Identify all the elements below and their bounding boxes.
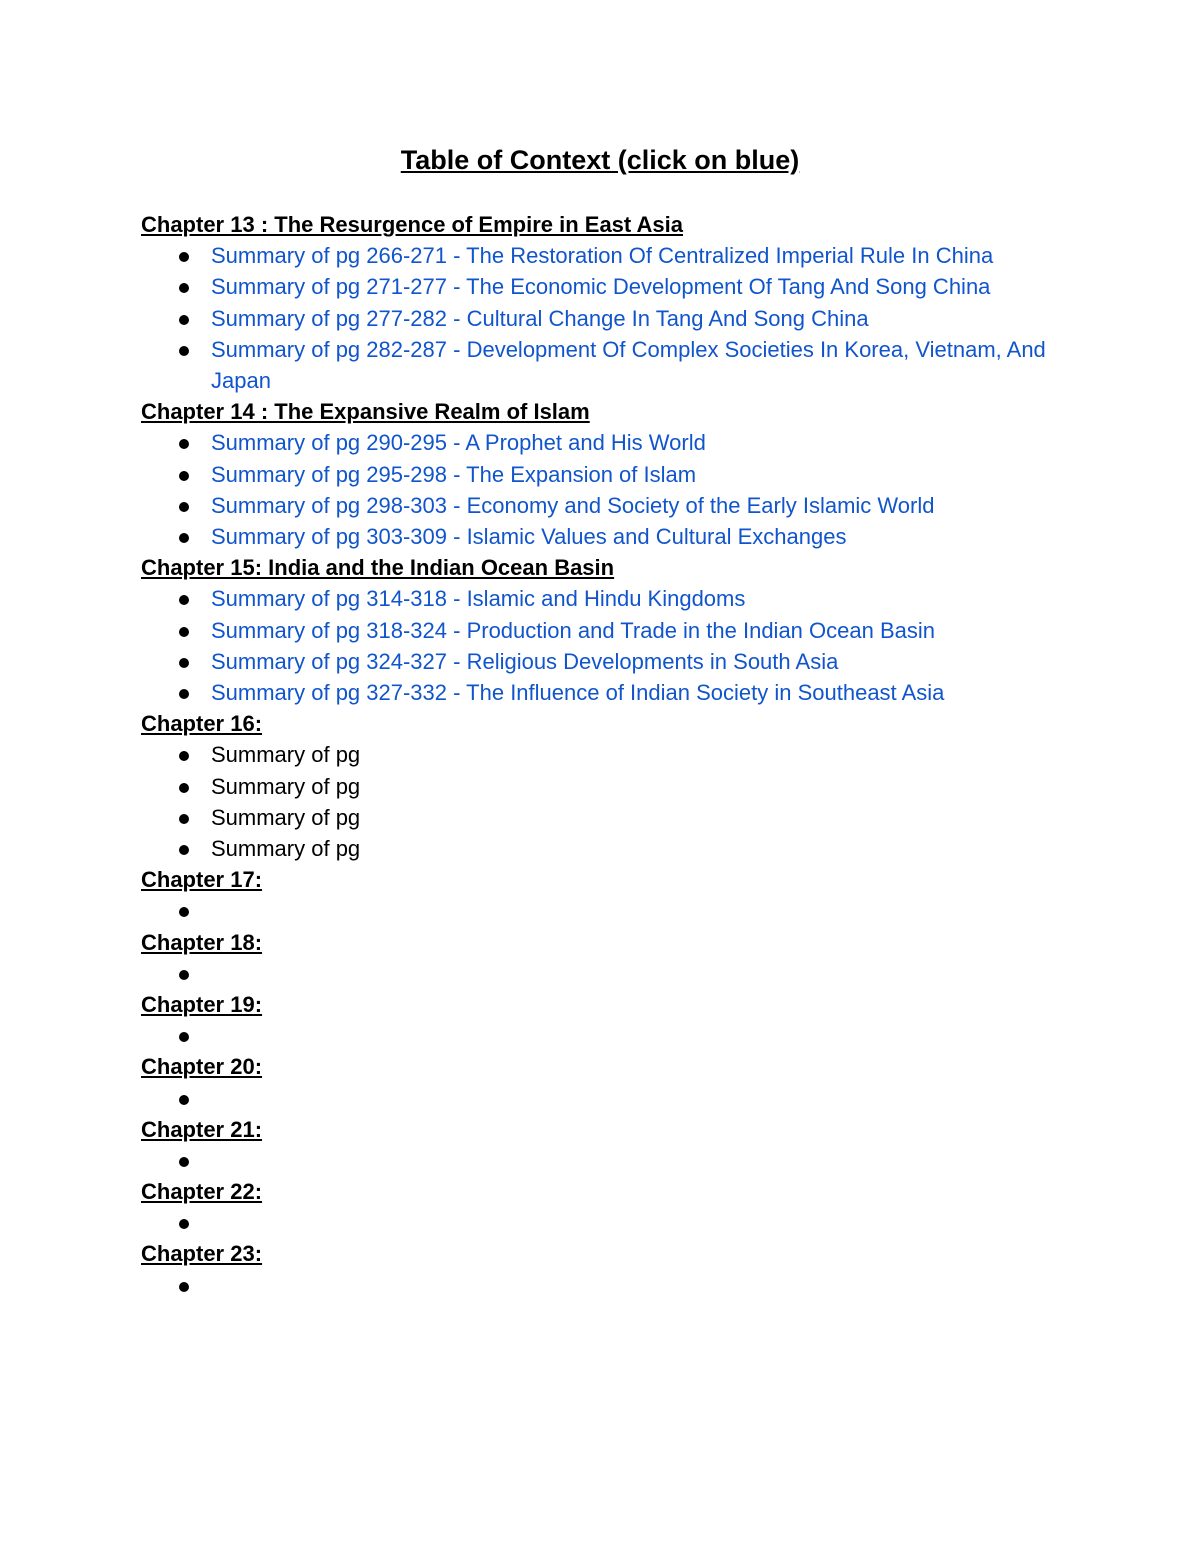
document-title: Table of Context (click on blue) [400,145,800,175]
list-item [141,833,1101,864]
summary-link[interactable]: Summary of pg 282-287 - Development Of Complex Societies In Korea, Vietnam, And Japan [211,336,1046,393]
chapter-item-list [141,1207,1101,1238]
list-item[interactable] [141,677,1101,708]
bullet-icon [179,439,189,449]
chapter-item-list [141,427,1101,552]
bullet-icon [179,658,189,668]
summary-link[interactable]: Summary of pg 277-282 - Cultural Change In Tang And Song China [211,305,869,331]
summary-link[interactable]: Summary of pg 266-271 - The Restoration Of Centralized Imperial Rule In China [211,243,994,269]
chapter-item-list [141,1145,1101,1176]
summary-link[interactable]: Summary of pg 324-327 - Religious Developments in South Asia [211,648,839,674]
list-item[interactable] [141,583,1101,614]
chapter-section [141,1114,1101,1176]
list-item[interactable] [141,271,1101,302]
summary-text: Summary of pg [211,742,361,768]
bullet-icon [179,814,189,824]
list-item[interactable] [141,459,1101,490]
list-item[interactable] [141,240,1101,271]
list-item [141,958,1101,989]
bullet-icon [179,346,189,356]
chapter-section [141,209,1101,396]
summary-link[interactable]: Summary of pg 298-303 - Economy and Society of the Early Islamic World [211,492,935,518]
bullet-icon [179,1032,189,1042]
chapter-item-list [141,1083,1101,1114]
chapter-item-list [141,958,1101,989]
chapter-heading: Chapter 18: [141,929,263,955]
bullet-icon [179,1219,189,1229]
chapter-heading: Chapter 22: [141,1179,263,1205]
list-item [141,1145,1101,1176]
bullet-icon [179,907,189,917]
bullet-icon [179,533,189,543]
chapter-item-list [141,1270,1101,1301]
bullet-icon [179,1157,189,1167]
chapter-heading: Chapter 17: [141,867,263,893]
chapter-heading: Chapter 13 : The Resurgence of Empire in East Asia [141,212,684,237]
bullet-icon [179,1282,189,1292]
chapter-item-list [141,583,1101,708]
chapter-heading: Chapter 21: [141,1116,263,1142]
summary-text: Summary of pg [211,836,361,861]
chapter-section [141,1176,1101,1238]
bullet-icon [179,627,189,637]
table-of-contents [141,209,1101,1301]
chapter-section [141,552,1101,708]
summary-link[interactable]: Summary of pg 290-295 - A Prophet and His World [211,430,706,456]
chapter-section [141,864,1101,926]
summary-text: Summary of pg [211,773,361,799]
list-item[interactable] [141,615,1101,646]
bullet-icon [179,689,189,699]
chapter-item-list [141,739,1101,864]
summary-link[interactable]: Summary of pg 314-318 - Islamic and Hindu Kingdoms [211,586,746,612]
chapter-heading: Chapter 19: [141,991,263,1017]
list-item[interactable] [141,427,1101,458]
list-item[interactable] [141,334,1101,396]
chapter-section [141,1238,1101,1300]
list-item [141,1020,1101,1051]
summary-link[interactable]: Summary of pg 318-324 - Production and Trade in the Indian Ocean Basin [211,617,935,643]
summary-link[interactable]: Summary of pg 303-309 - Islamic Values and Cultural Exchanges [211,524,847,549]
chapter-section [141,1051,1101,1113]
bullet-icon [179,845,189,855]
bullet-icon [179,315,189,325]
summary-link[interactable]: Summary of pg 271-277 - The Economic Development Of Tang And Song China [211,274,991,300]
list-item[interactable] [141,490,1101,521]
chapter-section [141,708,1101,864]
bullet-icon [179,970,189,980]
list-item [141,895,1101,926]
bullet-icon [179,751,189,761]
chapter-item-list [141,240,1101,396]
bullet-icon [179,783,189,793]
chapter-heading: Chapter 20: [141,1054,263,1080]
list-item [141,1270,1101,1301]
bullet-icon [179,502,189,512]
chapter-heading: Chapter 15: India and the Indian Ocean Basin [141,555,615,581]
list-item[interactable] [141,646,1101,677]
bullet-icon [179,595,189,605]
list-item [141,1207,1101,1238]
chapter-section [141,989,1101,1051]
chapter-heading: Chapter 23: [141,1241,263,1267]
summary-link[interactable]: Summary of pg 295-298 - The Expansion of Islam [211,461,697,487]
list-item [141,1083,1101,1114]
bullet-icon [179,1095,189,1105]
chapter-item-list [141,1020,1101,1051]
summary-text: Summary of pg [211,804,361,830]
chapter-item-list [141,895,1101,926]
chapter-heading: Chapter 16: [141,711,263,737]
bullet-icon [179,471,189,481]
list-item[interactable] [141,303,1101,334]
bullet-icon [179,252,189,262]
list-item [141,739,1101,770]
summary-link[interactable]: Summary of pg 327-332 - The Influence of Indian Society in Southeast Asia [211,680,945,705]
chapter-section [141,927,1101,989]
list-item [141,771,1101,802]
chapter-section [141,396,1101,552]
list-item [141,802,1101,833]
bullet-icon [179,283,189,293]
chapter-heading: Chapter 14 : The Expansive Realm of Islam [141,399,590,425]
list-item[interactable] [141,521,1101,552]
